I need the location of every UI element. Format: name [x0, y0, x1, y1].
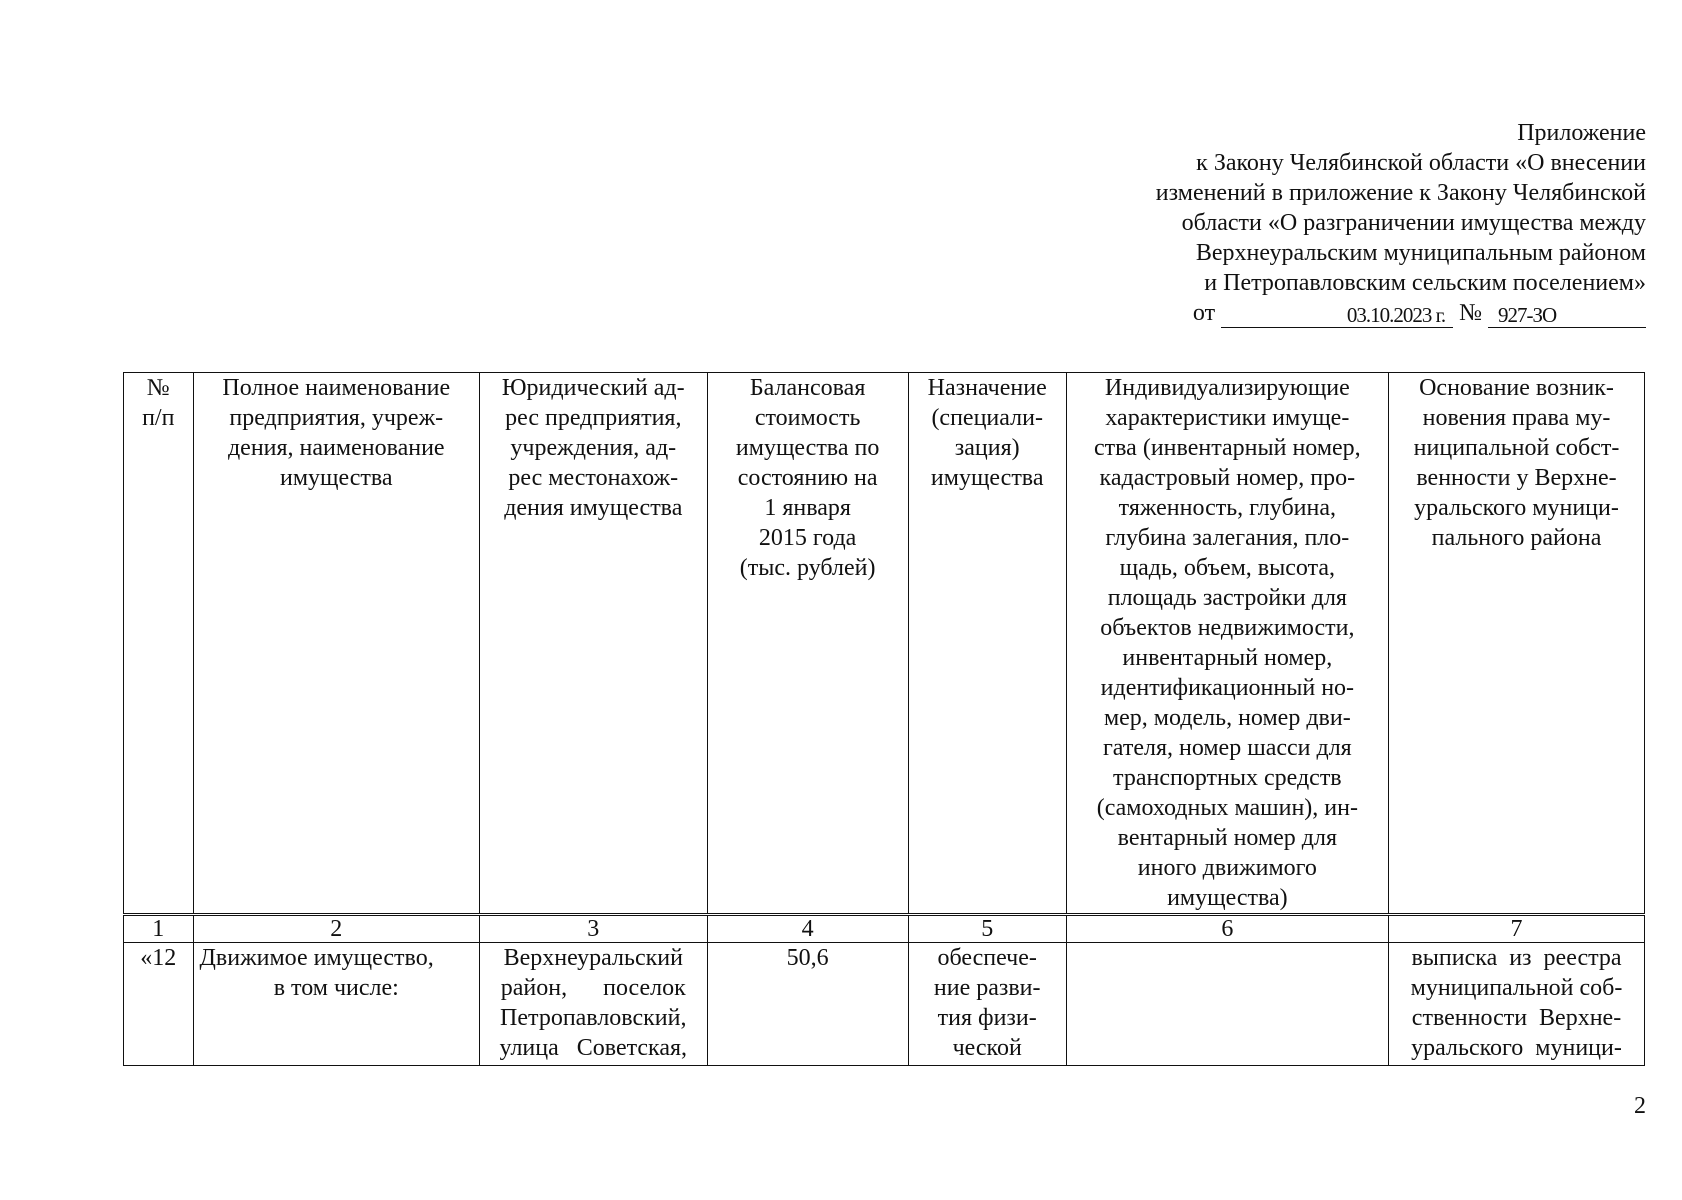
law-date: 03.10.2023 г. — [1221, 303, 1453, 328]
column-number: 2 — [193, 915, 480, 943]
header-cell-balance-value: Балансовая стоимость имущества по состоянию на 1 января 2015 года (тыс. рублей) — [707, 373, 908, 915]
law-date-number — [1046, 298, 1646, 328]
header-line: области «О разграничении имущества между — [1181, 210, 1646, 236]
header-cell-ownership-basis: Основание возник- новения права му- ниципальной собст- венности у Верхне- уральского муници- пального района — [1389, 373, 1645, 915]
row-balance-value: 50,6 — [707, 943, 908, 1066]
row-number: «12 — [124, 943, 194, 1066]
law-number: 927-ЗО — [1488, 303, 1646, 328]
header-line: к Закону Челябинской области «О внесении — [1196, 150, 1646, 176]
column-number: 6 — [1066, 915, 1388, 943]
row-ownership-basis: выписка из реестра муниципальной соб- ственности Верхне- уральского муници- — [1389, 943, 1645, 1066]
row-address: Верхнеуральский район, поселок Петропавловский, улица Советская, — [480, 943, 708, 1066]
column-number: 3 — [480, 915, 708, 943]
column-number: 4 — [707, 915, 908, 943]
page-number: 2 — [1634, 1093, 1646, 1119]
header-cell-address: Юридический ад- рес предприятия, учреждения, ад- рес местонахож- дения имущества — [480, 373, 708, 915]
header-cell-characteristics: Индивидуализирующие характеристики имуще- ства (инвентарный номер, кадастровый номер, про- тяженность, глубина, глубина залегания, пло- щадь, объем, высота, площадь застройки для объектов недвижимости, инвентарный номер, идентификационный но- мер, модель, номер дви- гателя, номер шасси для транспортных средств (самоходных машин), ин- вентарный номер для иного движимого имущества) — [1066, 373, 1388, 915]
column-number-row — [124, 915, 1645, 943]
table-row — [124, 943, 1645, 1066]
header-cell-name: Полное наименование предприятия, учреж- дения, наименование имущества — [193, 373, 480, 915]
column-number: 1 — [124, 915, 194, 943]
header-line: и Петропавловским сельским поселением» — [1204, 270, 1646, 296]
header-line: Приложение — [1517, 120, 1646, 146]
row-name: Движимое имущество, в том числе: — [193, 943, 480, 1066]
header-line: Верхнеуральским муниципальным районом — [1195, 240, 1646, 266]
header-cell-purpose: Назначение (специали- зация) имущества — [908, 373, 1066, 915]
column-number: 5 — [908, 915, 1066, 943]
date-prefix: от — [1192, 300, 1216, 326]
number-prefix: № — [1459, 300, 1482, 326]
column-number: 7 — [1389, 915, 1645, 943]
header-line: изменений в приложение к Закону Челябинской — [1155, 180, 1646, 206]
appendix-header — [1046, 118, 1646, 328]
header-cell-number: № п/п — [124, 373, 194, 915]
row-characteristics — [1066, 943, 1388, 1066]
property-table — [123, 372, 1645, 1066]
table-header-row — [124, 373, 1645, 915]
row-purpose: обеспече- ние разви- тия физи- ческой — [908, 943, 1066, 1066]
